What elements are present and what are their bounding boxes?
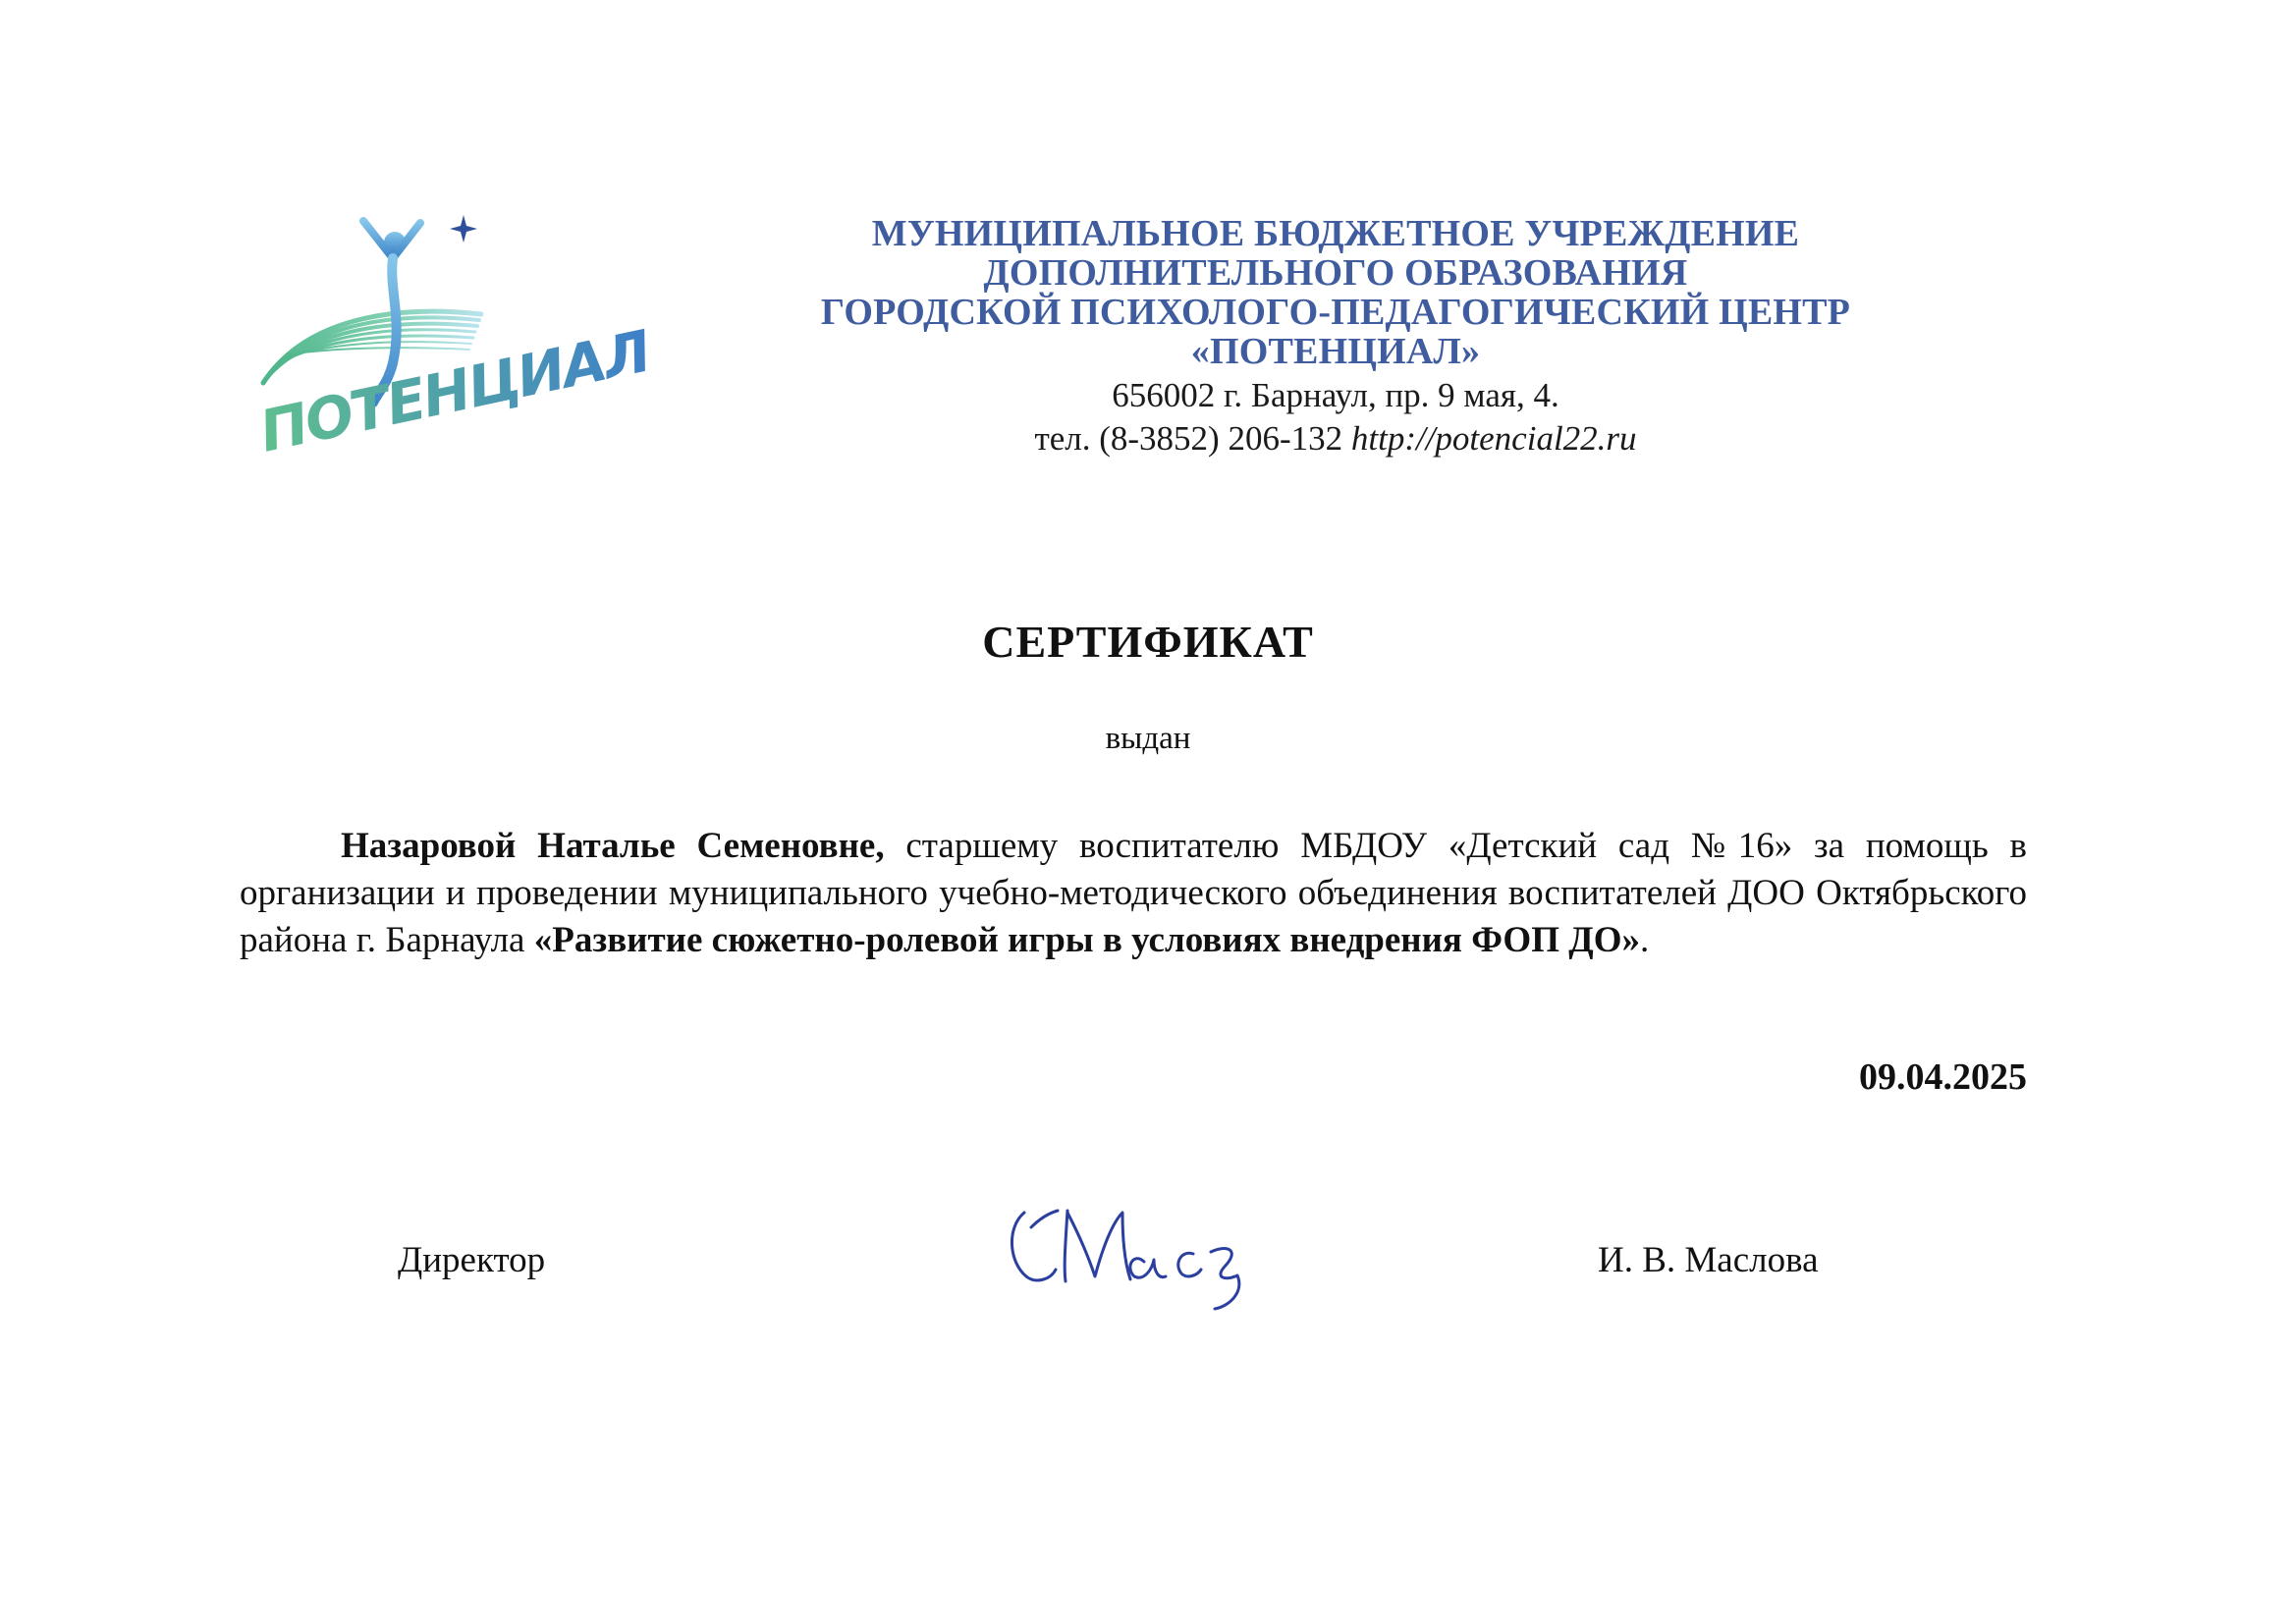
handwritten-signature <box>997 1183 1262 1340</box>
org-line-2: ДОПОЛНИТЕЛЬНОГО ОБРАЗОВАНИЯ <box>983 252 1688 294</box>
recipient-name: Назаровой Наталье Семеновне, <box>341 826 885 866</box>
contacts-line <box>550 417 2121 460</box>
phone: тел. (8-3852) 206-132 <box>1034 419 1343 458</box>
organization-header <box>550 214 2121 460</box>
potencial-logo-graphic <box>246 201 656 476</box>
signature-graphic <box>997 1183 1262 1340</box>
star-icon <box>450 215 477 243</box>
certificate-date: 09.04.2025 <box>1859 1056 2027 1098</box>
org-line-3: ГОРОДСКОЙ ПСИХОЛОГО-ПЕДАГОГИЧЕСКИЙ ЦЕНТР <box>820 292 1851 333</box>
website-link[interactable]: http://potencial22.ru <box>1350 419 1637 458</box>
body-text: старшему воспитателю МБДОУ «Детский сад №16» за помощь в организации и проведении муниципального учебно-методического объединения воспитателей ДОО Октябрьского района г. Барнаула <box>240 826 2027 960</box>
event-topic: «Развитие сюжетно-ролевой игры в условиях внедрения ФОП ДО» <box>533 920 1640 960</box>
signatory-name: И. В. Маслова <box>1598 1240 1819 1280</box>
body-text-end: . <box>1639 920 1650 960</box>
org-line-1: МУНИЦИПАЛЬНОЕ БЮДЖЕТНОЕ УЧРЕЖДЕНИЕ <box>871 213 1800 254</box>
certificate-body <box>240 823 2027 964</box>
issued-label: выдан <box>1105 721 1191 756</box>
certificate-title: СЕРТИФИКАТ <box>982 617 1314 667</box>
logo-wordmark: ПОТЕНЦИАЛ <box>253 317 656 465</box>
potencial-logo <box>246 201 656 476</box>
address: 656002 г. Барнаул, пр. 9 мая, 4. <box>1112 376 1559 414</box>
signatory-role: Директор <box>398 1240 546 1280</box>
org-line-4: «ПОТЕНЦИАЛ» <box>1190 331 1481 372</box>
